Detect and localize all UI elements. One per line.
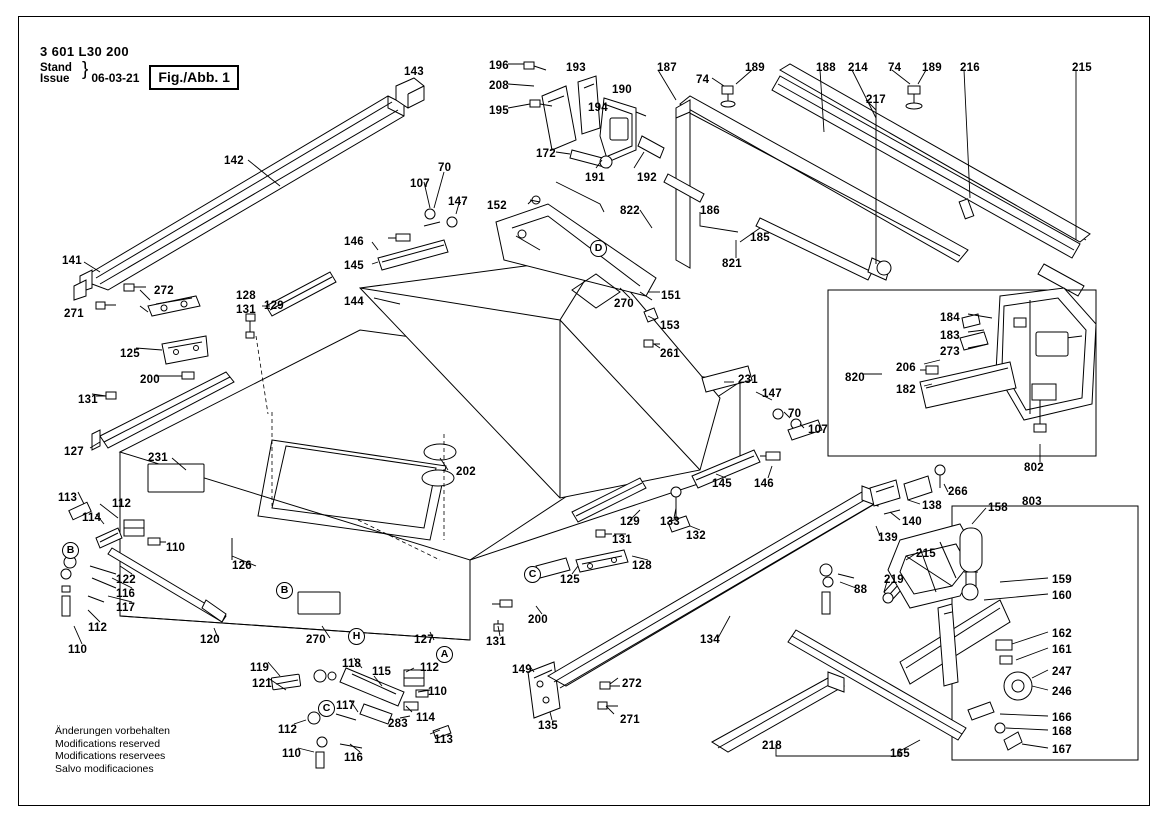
- callout-140: 140: [902, 516, 922, 528]
- callout-822: 822: [620, 205, 640, 217]
- callout-200: 200: [140, 374, 160, 386]
- callout-146: 146: [754, 478, 774, 490]
- callout-185: 185: [750, 232, 770, 244]
- callout-191: 191: [585, 172, 605, 184]
- callout-802: 802: [1024, 462, 1044, 474]
- callout-139: 139: [878, 532, 898, 544]
- parts-145-146-upper: [378, 209, 457, 270]
- callout-261: 261: [660, 348, 680, 360]
- callout-215: 215: [1072, 62, 1092, 74]
- detail-ref-a: A: [436, 646, 453, 663]
- callout-165: 165: [890, 748, 910, 760]
- callout-145: 145: [344, 260, 364, 272]
- callout-152: 152: [487, 200, 507, 212]
- callout-116: 116: [116, 588, 136, 600]
- callout-145: 145: [712, 478, 732, 490]
- callout-107: 107: [808, 424, 828, 436]
- callout-131: 131: [486, 636, 506, 648]
- callout-125: 125: [120, 348, 140, 360]
- callout-161: 161: [1052, 644, 1072, 656]
- callout-147: 147: [762, 388, 782, 400]
- callout-188: 188: [816, 62, 836, 74]
- callout-113: 113: [58, 492, 78, 504]
- callout-206: 206: [896, 362, 916, 374]
- part-803-miter-gauge: [888, 506, 1138, 760]
- callout-246: 246: [1052, 686, 1072, 698]
- callout-110: 110: [428, 686, 448, 698]
- legal-line-fr: Modifications reservees: [55, 750, 166, 763]
- callout-217: 217: [866, 94, 886, 106]
- callout-190: 190: [612, 84, 632, 96]
- callout-162: 162: [1052, 628, 1072, 640]
- callout-119: 119: [250, 662, 270, 674]
- callout-149: 149: [512, 664, 532, 676]
- callout-129: 129: [620, 516, 640, 528]
- callout-184: 184: [940, 312, 960, 324]
- callout-271: 271: [64, 308, 84, 320]
- parts-125-128-200-lower: [492, 550, 628, 631]
- callout-128: 128: [632, 560, 652, 572]
- callout-129: 129: [264, 300, 284, 312]
- callout-189: 189: [922, 62, 942, 74]
- callout-112: 112: [420, 662, 440, 674]
- callout-195: 195: [489, 105, 509, 117]
- callout-187: 187: [657, 62, 677, 74]
- callout-114: 114: [82, 512, 102, 524]
- callout-168: 168: [1052, 726, 1072, 738]
- callout-208: 208: [489, 80, 509, 92]
- callout-166: 166: [1052, 712, 1072, 724]
- callout-117: 117: [336, 700, 356, 712]
- callout-151: 151: [661, 290, 681, 302]
- callout-70: 70: [438, 162, 452, 174]
- detail-ref-h: H: [348, 628, 365, 645]
- callout-112: 112: [112, 498, 132, 510]
- callout-202: 202: [456, 466, 476, 478]
- callout-172: 172: [536, 148, 556, 160]
- callout-127: 127: [64, 446, 84, 458]
- callout-135: 135: [538, 720, 558, 732]
- callout-272: 272: [154, 285, 174, 297]
- callout-272: 272: [622, 678, 642, 690]
- parts-125-200-left: [162, 336, 208, 379]
- callout-118: 118: [342, 658, 362, 670]
- callout-120: 120: [200, 634, 220, 646]
- brace-glyph: }: [82, 59, 89, 80]
- callout-125: 125: [560, 574, 580, 586]
- part-number: 3 601 L30 200: [40, 44, 130, 59]
- callout-142: 142: [224, 155, 244, 167]
- callout-146: 146: [344, 236, 364, 248]
- detail-ref-b: B: [276, 582, 293, 599]
- callout-110: 110: [166, 542, 186, 554]
- callout-133: 133: [660, 516, 680, 528]
- callout-196: 196: [489, 60, 509, 72]
- issue-label: Issue: [40, 73, 70, 85]
- callout-112: 112: [278, 724, 298, 736]
- callout-182: 182: [896, 384, 916, 396]
- callout-143: 143: [404, 66, 424, 78]
- callout-153: 153: [660, 320, 680, 332]
- callout-141: 141: [62, 255, 82, 267]
- callout-189: 189: [745, 62, 765, 74]
- legal-line-de: Änderungen vorbehalten: [55, 725, 171, 737]
- callout-126: 126: [232, 560, 252, 572]
- callout-820: 820: [845, 372, 865, 384]
- callout-270: 270: [306, 634, 326, 646]
- parts-190-196-switch-assembly: [508, 62, 664, 168]
- callout-266: 266: [948, 486, 968, 498]
- callout-121: 121: [252, 678, 272, 690]
- legal-line-en: Modifications reserved: [55, 737, 161, 750]
- figure-label: Fig./Abb. 1: [149, 65, 239, 90]
- callout-183: 183: [940, 330, 960, 342]
- callout-110: 110: [282, 748, 302, 760]
- callout-194: 194: [588, 102, 608, 114]
- callout-138: 138: [922, 500, 942, 512]
- callout-167: 167: [1052, 744, 1072, 756]
- callout-131: 131: [612, 534, 632, 546]
- callout-127: 127: [414, 634, 434, 646]
- callout-114: 114: [416, 712, 436, 724]
- legal-line-es: Salvo modificaciones: [55, 762, 154, 775]
- callout-218: 218: [762, 740, 782, 752]
- callout-159: 159: [1052, 574, 1072, 586]
- callout-107: 107: [410, 178, 430, 190]
- callout-160: 160: [1052, 590, 1072, 602]
- callout-122: 122: [116, 574, 136, 586]
- stand-label: Stand: [40, 62, 72, 74]
- callout-270: 270: [614, 298, 634, 310]
- detail-ref-b: B: [62, 542, 79, 559]
- callout-74: 74: [696, 74, 710, 86]
- callout-134: 134: [700, 634, 720, 646]
- callout-219: 219: [884, 574, 904, 586]
- callout-131: 131: [78, 394, 98, 406]
- callout-116: 116: [344, 752, 364, 764]
- callout-131: 131: [236, 304, 256, 316]
- callout-283: 283: [388, 718, 408, 730]
- callout-192: 192: [637, 172, 657, 184]
- callout-803: 803: [1022, 496, 1042, 508]
- callout-273: 273: [940, 346, 960, 358]
- callout-128: 128: [236, 290, 256, 302]
- callout-821: 821: [722, 258, 742, 270]
- callout-271: 271: [620, 714, 640, 726]
- callout-200: 200: [528, 614, 548, 626]
- callout-231: 231: [738, 374, 758, 386]
- callout-144: 144: [344, 296, 364, 308]
- callout-231: 231: [148, 452, 168, 464]
- callout-115: 115: [372, 666, 392, 678]
- callout-147: 147: [448, 196, 468, 208]
- callout-247: 247: [1052, 666, 1072, 678]
- callout-113: 113: [434, 734, 454, 746]
- callout-158: 158: [988, 502, 1008, 514]
- detail-ref-c: C: [318, 700, 335, 717]
- detail-ref-d: D: [590, 240, 607, 257]
- callout-193: 193: [566, 62, 586, 74]
- callout-216: 216: [960, 62, 980, 74]
- callout-117: 117: [116, 602, 136, 614]
- detail-ref-c: C: [524, 566, 541, 583]
- callout-70: 70: [788, 408, 802, 420]
- callout-88: 88: [854, 584, 868, 596]
- part-802-housing: [828, 288, 1096, 456]
- callout-186: 186: [700, 205, 720, 217]
- callout-112: 112: [88, 622, 108, 634]
- callout-74: 74: [888, 62, 902, 74]
- callout-214: 214: [848, 62, 868, 74]
- callout-132: 132: [686, 530, 706, 542]
- callout-110: 110: [68, 644, 88, 656]
- callout-215: 215: [916, 548, 936, 560]
- revision-date: 06-03-21: [91, 71, 140, 85]
